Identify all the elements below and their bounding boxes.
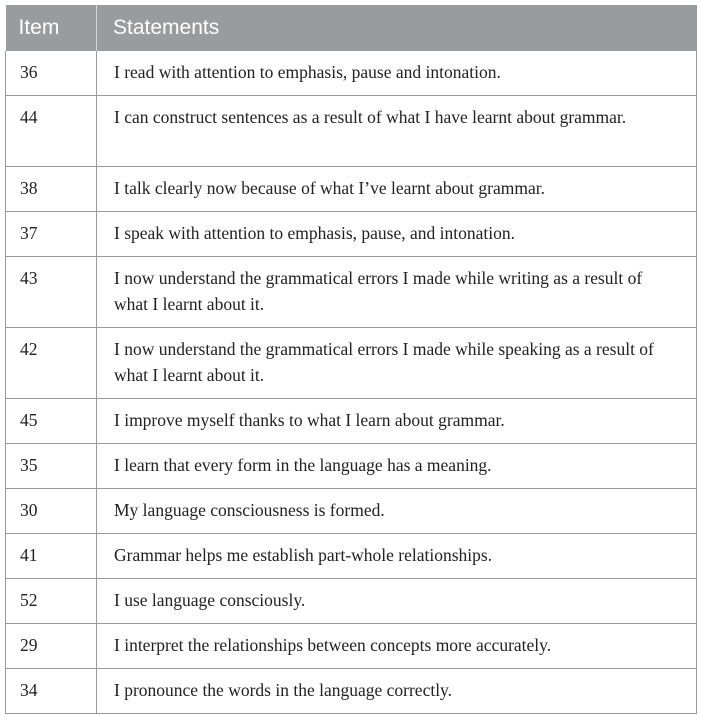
statement-text: I use language consciously. — [97, 579, 697, 624]
item-number: 38 — [6, 167, 97, 212]
statement-text: I improve myself thanks to what I learn about grammar. — [97, 399, 697, 444]
item-number: 43 — [6, 257, 97, 328]
item-number: 41 — [6, 534, 97, 579]
item-number: 42 — [6, 328, 97, 399]
table-row — [6, 534, 697, 579]
table-row — [6, 669, 697, 714]
item-number: 30 — [6, 489, 97, 534]
item-number: 37 — [6, 212, 97, 257]
column-header-statements: Statements — [97, 5, 697, 51]
table-row — [6, 579, 697, 624]
table-row — [6, 489, 697, 534]
table-row — [6, 399, 697, 444]
table-row — [6, 328, 697, 399]
table-row — [6, 96, 697, 167]
statement-text: I read with attention to emphasis, pause and intonation. — [97, 51, 697, 96]
item-number: 36 — [6, 51, 97, 96]
item-number: 52 — [6, 579, 97, 624]
statement-text: I can construct sentences as a result of what I have learnt about grammar. — [97, 96, 697, 167]
statement-text: I now understand the grammatical errors I made while speaking as a result of what I learnt about it. — [97, 328, 697, 399]
column-header-item: Item — [6, 5, 97, 51]
statement-text: I talk clearly now because of what I’ve learnt about grammar. — [97, 167, 697, 212]
table-row — [6, 51, 697, 96]
item-number: 35 — [6, 444, 97, 489]
statements-table — [5, 5, 697, 714]
table-row — [6, 212, 697, 257]
statement-text: My language consciousness is formed. — [97, 489, 697, 534]
table-row — [6, 167, 697, 212]
statement-text: I speak with attention to emphasis, pause, and intonation. — [97, 212, 697, 257]
table-row — [6, 444, 697, 489]
item-number: 44 — [6, 96, 97, 167]
statement-text: Grammar helps me establish part-whole relationships. — [97, 534, 697, 579]
item-number: 45 — [6, 399, 97, 444]
statement-text: I interpret the relationships between concepts more accurately. — [97, 624, 697, 669]
table-row — [6, 624, 697, 669]
table-row — [6, 257, 697, 328]
item-number: 34 — [6, 669, 97, 714]
table-header-row — [6, 5, 697, 51]
statement-text: I now understand the grammatical errors I made while writing as a result of what I learnt about it. — [97, 257, 697, 328]
statement-text: I learn that every form in the language has a meaning. — [97, 444, 697, 489]
statement-text: I pronounce the words in the language correctly. — [97, 669, 697, 714]
item-number: 29 — [6, 624, 97, 669]
